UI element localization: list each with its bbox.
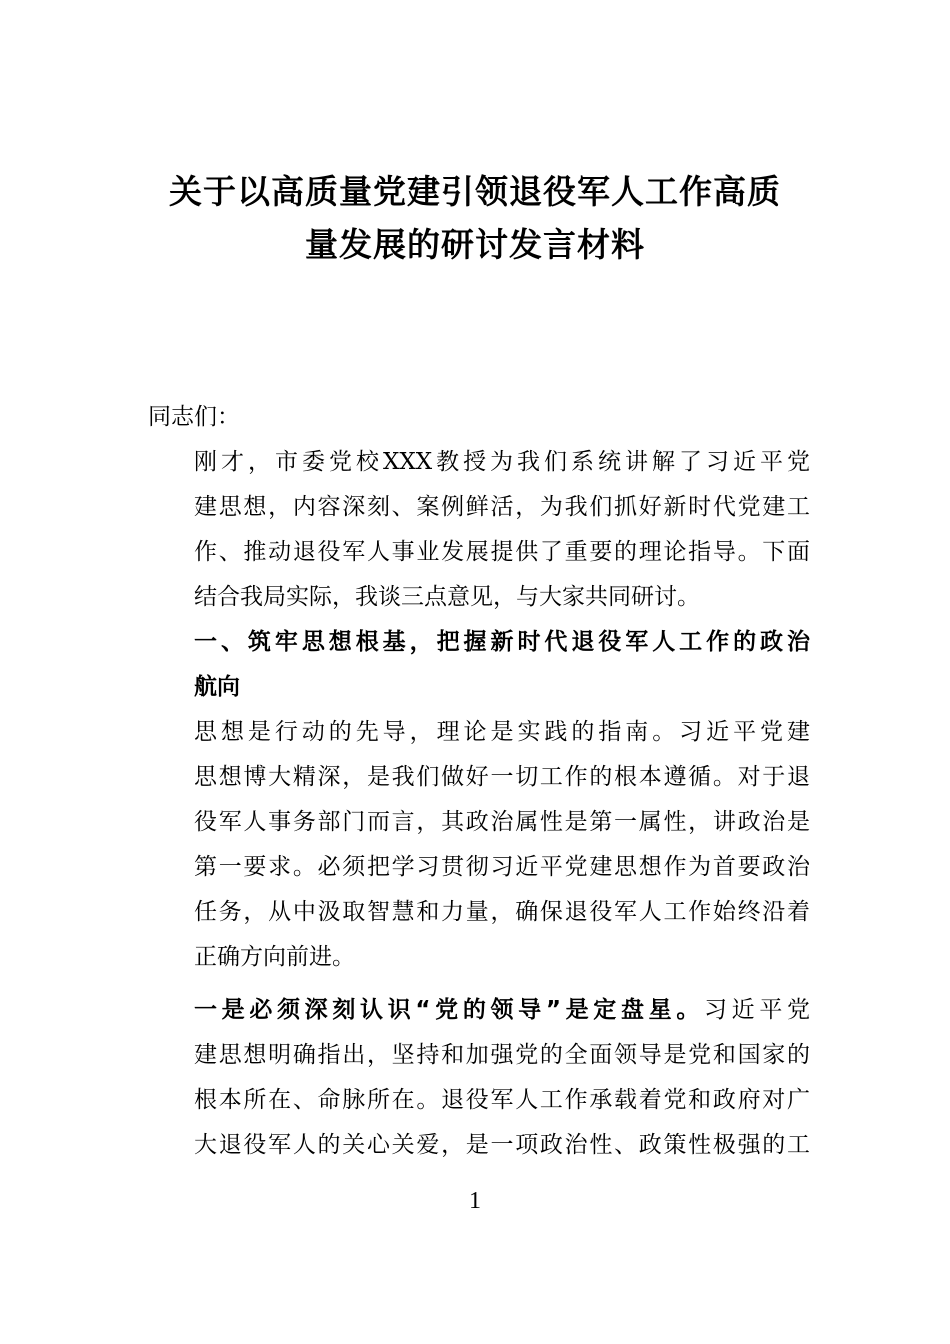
section-heading xyxy=(148,620,810,710)
title-line: 量发展的研讨发言材料 xyxy=(305,225,645,264)
document-title xyxy=(130,165,820,271)
heading-line: 一、筑牢思想根基，把握新时代退役军人工作的政治 xyxy=(194,629,810,655)
page-number: 1 xyxy=(469,1188,481,1214)
point-paragraph xyxy=(148,988,810,1168)
paragraph-line: 建思想明确指出，坚持和加强党的全面领导是党和国家的 xyxy=(194,1042,810,1068)
paragraph-line: 任务，从中汲取智慧和力量，确保退役军人工作始终沿着 xyxy=(194,899,810,925)
paragraph-line: 建思想，内容深刻、案例鲜活，为我们抓好新时代党建工 xyxy=(194,494,810,520)
paragraph-line: 刚才，市委党校XXX教授为我们系统讲解了习近平党 xyxy=(194,449,810,475)
section-paragraph xyxy=(148,710,810,980)
point-lead: 一是必须深刻认识“党的领导”是定盘星。 xyxy=(194,997,704,1023)
intro-paragraph xyxy=(148,440,810,620)
paragraph-line: 根本所在、命脉所在。退役军人工作承载着党和政府对广 xyxy=(194,1087,810,1113)
paragraph-line xyxy=(148,988,810,1033)
point-lead-rest: 习近平党 xyxy=(704,997,811,1023)
salutation-text: 同志们： xyxy=(148,404,240,430)
paragraph-line: 思想是行动的先导，理论是实践的指南。习近平党建 xyxy=(194,719,810,745)
paragraph-line: 大退役军人的关心关爱，是一项政治性、政策性极强的工 xyxy=(194,1132,810,1158)
paragraph-line: 作、推动退役军人事业发展提供了重要的理论指导。下面 xyxy=(194,539,810,565)
paragraph-line: 思想博大精深，是我们做好一切工作的根本遵循。对于退 xyxy=(194,764,810,790)
paragraph-line: 役军人事务部门而言，其政治属性是第一属性，讲政治是 xyxy=(194,809,810,835)
salutation xyxy=(148,395,810,440)
document-body xyxy=(148,395,810,1168)
heading-line: 航向 xyxy=(194,674,240,700)
title-line: 关于以高质量党建引领退役军人工作高质 xyxy=(169,172,781,211)
paragraph-line: 正确方向前进。 xyxy=(194,944,355,970)
paragraph-line: 结合我局实际，我谈三点意见，与大家共同研讨。 xyxy=(194,584,700,610)
paragraph-spacer xyxy=(148,980,810,988)
paragraph-line: 第一要求。必须把学习贯彻习近平党建思想作为首要政治 xyxy=(194,854,810,880)
